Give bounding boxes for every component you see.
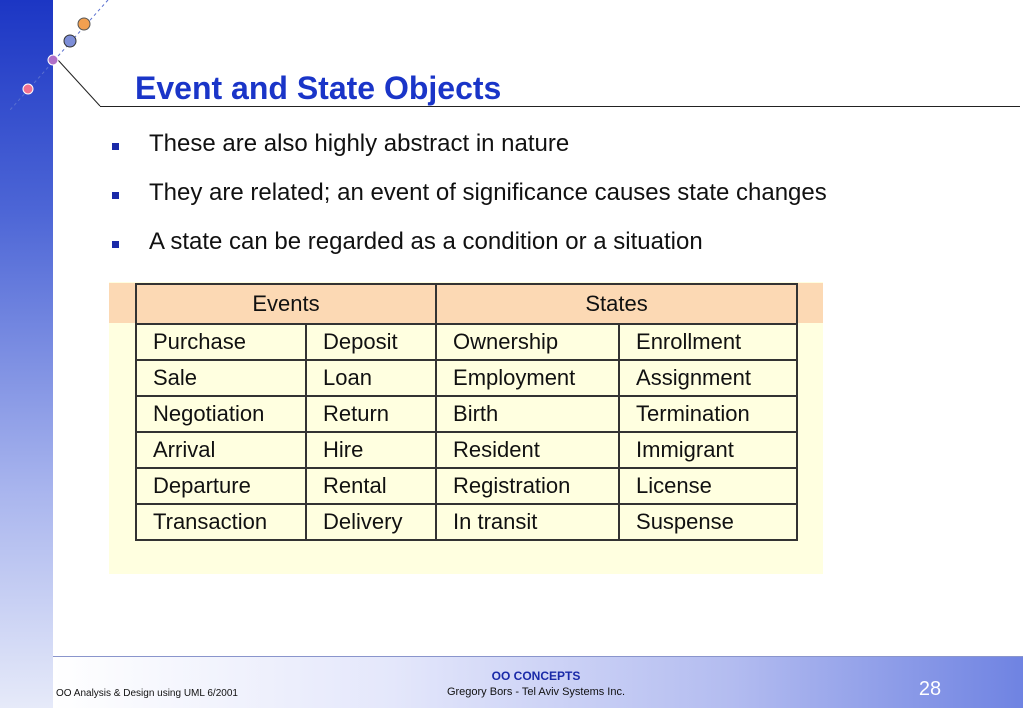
table-cell: Loan [306, 360, 436, 396]
table-cell: Transaction [136, 504, 306, 540]
decorative-orbit-dots-icon [0, 0, 140, 120]
table-row [136, 504, 797, 540]
table-cell: Registration [436, 468, 619, 504]
table-cell: Assignment [619, 360, 797, 396]
bullet-text: They are related; an event of significance causes state changes [149, 179, 827, 206]
table-cell: License [619, 468, 797, 504]
table-row [136, 360, 797, 396]
footer-course-label: OO Analysis & Design using UML 6/2001 [56, 688, 238, 699]
table-cell: Sale [136, 360, 306, 396]
table-cell: Arrival [136, 432, 306, 468]
table-cell: Resident [436, 432, 619, 468]
table-cell: Enrollment [619, 324, 797, 360]
bullet-square-icon [112, 143, 119, 150]
footer-section-title: OO CONCEPTS [491, 669, 581, 683]
page-number: 28 [918, 678, 942, 700]
table-cell: Suspense [619, 504, 797, 540]
table-cell: Negotiation [136, 396, 306, 432]
table-cell: Purchase [136, 324, 306, 360]
table-cell: Birth [436, 396, 619, 432]
footer-author: Gregory Bors - Tel Aviv Systems Inc. [446, 686, 626, 698]
header-states: States [436, 284, 797, 324]
table-cell: Delivery [306, 504, 436, 540]
title-divider [100, 106, 1020, 107]
bullet-square-icon [112, 192, 119, 199]
table-cell: Deposit [306, 324, 436, 360]
table-row [136, 396, 797, 432]
table-cell: Immigrant [619, 432, 797, 468]
table-cell: Departure [136, 468, 306, 504]
table-cell: Rental [306, 468, 436, 504]
table-row [136, 468, 797, 504]
table-cell: Employment [436, 360, 619, 396]
table-cell: Return [306, 396, 436, 432]
table-cell: Ownership [436, 324, 619, 360]
slide-title: Event and State Objects [135, 70, 502, 106]
bullet-text: A state can be regarded as a condition or a situation [149, 228, 703, 255]
header-events: Events [136, 284, 436, 324]
table-row [136, 432, 797, 468]
table-cell: Termination [619, 396, 797, 432]
table-header-row [136, 284, 797, 324]
table-cell: Hire [306, 432, 436, 468]
table-cell: In transit [436, 504, 619, 540]
bullet-square-icon [112, 241, 119, 248]
bullet-text: These are also highly abstract in nature [149, 130, 570, 157]
events-states-table [135, 283, 798, 541]
table-row [136, 324, 797, 360]
